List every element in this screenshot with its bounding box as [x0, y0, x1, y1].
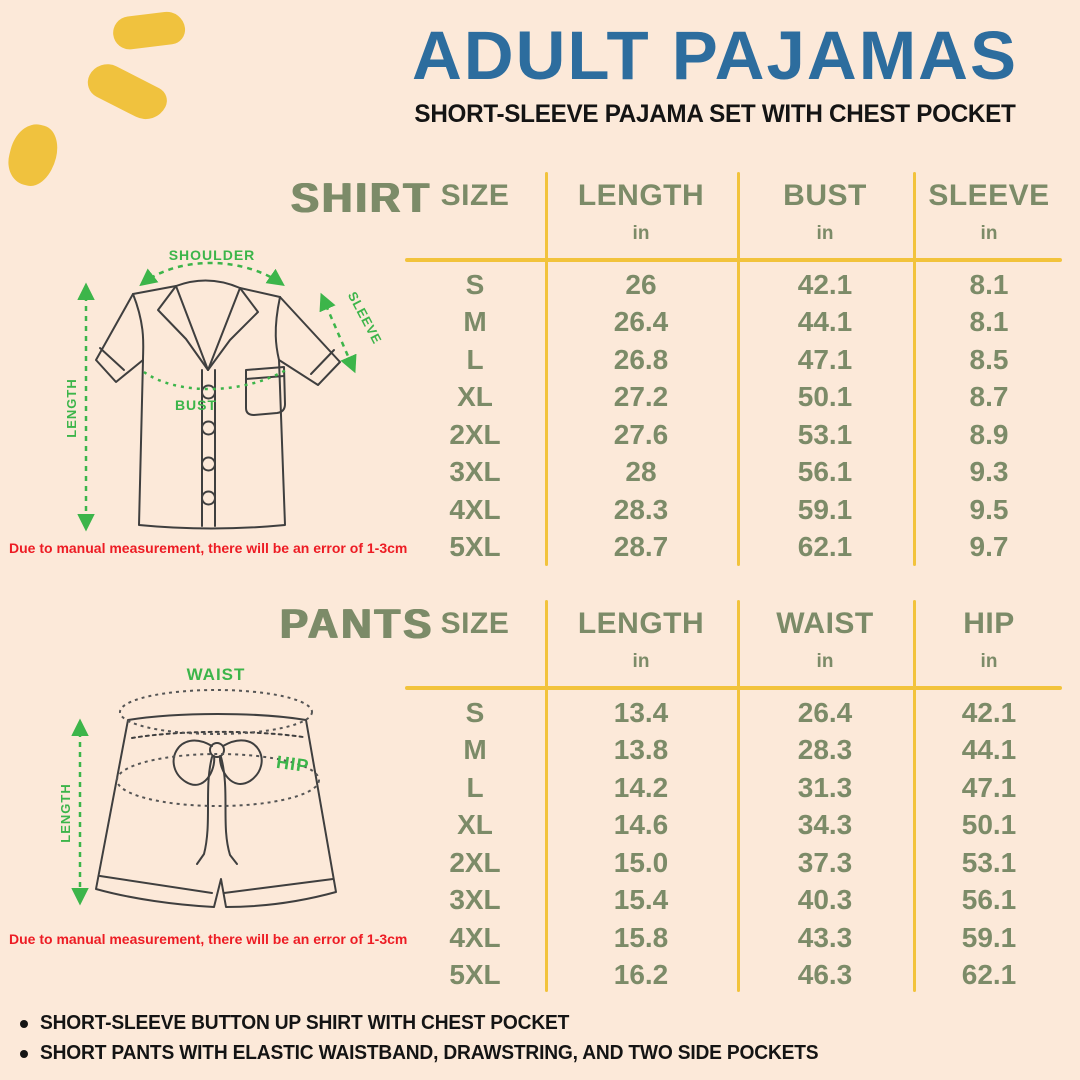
table-row [405, 341, 1065, 379]
table-cell-size: 4XL [449, 493, 501, 525]
table-cell-hip: 42.1 [961, 696, 1017, 728]
table-row [405, 529, 1065, 567]
column-header-waist: WAIST in [776, 607, 874, 672]
pants-table-body [405, 694, 1065, 994]
table-cell-length: 13.8 [613, 734, 669, 766]
list-item [20, 1042, 1060, 1065]
decorative-blob-icon [82, 57, 171, 126]
pants-size-table [405, 600, 1065, 992]
table-cell-size: 5XL [449, 959, 501, 991]
table-row [405, 694, 1065, 732]
bullet-icon [20, 1050, 28, 1058]
table-cell-waist: 40.3 [797, 884, 853, 916]
column-header-bust: BUST in [783, 179, 867, 244]
feature-text: SHORT PANTS WITH ELASTIC WAISTBAND, DRAWSTRING, AND TWO SIDE POCKETS [40, 1042, 819, 1064]
column-header-size: SIZE [440, 179, 510, 212]
table-cell-hip: 59.1 [961, 921, 1017, 953]
table-cell-sleeve: 8.9 [969, 418, 1009, 450]
pants-diagram [28, 658, 388, 928]
table-cell-hip: 50.1 [961, 809, 1017, 841]
table-cell-bust: 50.1 [797, 381, 853, 413]
pants-measurement-note: Due to manual measurement, there will be an error of 1-3cm [9, 931, 408, 947]
table-cell-hip: 53.1 [961, 846, 1017, 878]
shirt-outline [96, 280, 340, 528]
column-header-hip: HIP in [963, 607, 1015, 672]
page-subtitle: SHORT-SLEEVE PAJAMA SET WITH CHEST POCKET [414, 100, 1016, 129]
table-header-divider [405, 258, 1062, 262]
table-cell-sleeve: 8.1 [969, 306, 1009, 338]
table-cell-length: 26 [625, 268, 657, 300]
table-cell-sleeve: 9.3 [969, 456, 1009, 488]
table-row [405, 454, 1065, 492]
table-cell-length: 28.7 [613, 531, 669, 563]
column-header-size: SIZE [440, 607, 510, 640]
table-cell-bust: 44.1 [797, 306, 853, 338]
footer-feature-list [20, 1012, 1060, 1072]
table-cell-bust: 42.1 [797, 268, 853, 300]
feature-text: SHORT-SLEEVE BUTTON UP SHIRT WITH CHEST POCKET [40, 1012, 570, 1034]
waist-label: WAIST [186, 665, 246, 684]
table-cell-waist: 28.3 [797, 734, 853, 766]
table-cell-waist: 46.3 [797, 959, 853, 991]
table-cell-size: M [463, 306, 487, 338]
table-cell-hip: 56.1 [961, 884, 1017, 916]
table-cell-size: 4XL [449, 921, 501, 953]
table-cell-bust: 47.1 [797, 343, 853, 375]
table-header-divider [405, 686, 1062, 690]
shirt-size-table [405, 172, 1065, 566]
table-cell-size: 3XL [449, 456, 501, 488]
table-row [405, 957, 1065, 995]
table-cell-length: 13.4 [613, 696, 669, 728]
table-cell-hip: 47.1 [961, 771, 1017, 803]
table-cell-size: L [466, 343, 484, 375]
table-cell-sleeve: 9.5 [969, 493, 1009, 525]
table-row [405, 266, 1065, 304]
table-cell-size: XL [457, 809, 493, 841]
table-row [405, 919, 1065, 957]
table-row [405, 304, 1065, 342]
shorts-outline [96, 714, 336, 907]
table-cell-length: 14.2 [613, 771, 669, 803]
table-cell-length: 15.4 [613, 884, 669, 916]
table-cell-size: S [465, 268, 485, 300]
table-cell-hip: 62.1 [961, 959, 1017, 991]
shirt-table-body [405, 266, 1065, 566]
table-cell-waist: 34.3 [797, 809, 853, 841]
table-row [405, 379, 1065, 417]
list-item [20, 1012, 1060, 1035]
pants-table-header [405, 600, 1065, 686]
shoulder-label: SHOULDER [168, 247, 256, 263]
length-label: LENGTH [58, 783, 73, 843]
column-header-length: LENGTH in [577, 607, 705, 672]
table-cell-size: S [465, 696, 485, 728]
shirt-table-header [405, 172, 1065, 258]
table-cell-size: XL [457, 381, 493, 413]
table-cell-length: 28 [625, 456, 657, 488]
table-cell-bust: 59.1 [797, 493, 853, 525]
table-cell-sleeve: 8.7 [969, 381, 1009, 413]
decorative-blob-icon [3, 119, 63, 190]
table-cell-size: 3XL [449, 884, 501, 916]
table-cell-length: 27.6 [613, 418, 669, 450]
table-cell-waist: 31.3 [797, 771, 853, 803]
decorative-blob-icon [111, 10, 186, 52]
table-cell-size: L [466, 771, 484, 803]
length-label: LENGTH [64, 378, 79, 438]
shirt-measurement-annotations [64, 247, 385, 528]
table-cell-length: 26.8 [613, 343, 669, 375]
table-cell-length: 16.2 [613, 959, 669, 991]
table-cell-length: 28.3 [613, 493, 669, 525]
table-row [405, 491, 1065, 529]
table-cell-size: 2XL [449, 418, 501, 450]
table-cell-sleeve: 9.7 [969, 531, 1009, 563]
table-row [405, 416, 1065, 454]
bullet-icon [20, 1020, 28, 1028]
table-row [405, 732, 1065, 770]
table-row [405, 882, 1065, 920]
table-cell-length: 15.0 [613, 846, 669, 878]
table-row [405, 844, 1065, 882]
table-cell-length: 14.6 [613, 809, 669, 841]
bust-label: BUST [174, 397, 218, 413]
table-row [405, 807, 1065, 845]
table-cell-length: 27.2 [613, 381, 669, 413]
page-title: ADULT PAJAMAS [411, 17, 1019, 94]
table-cell-length: 15.8 [613, 921, 669, 953]
table-cell-bust: 56.1 [797, 456, 853, 488]
shirt-measurement-note: Due to manual measurement, there will be an error of 1-3cm [9, 540, 408, 556]
table-cell-sleeve: 8.5 [969, 343, 1009, 375]
table-cell-length: 26.4 [613, 306, 669, 338]
table-cell-size: 5XL [449, 531, 501, 563]
table-cell-sleeve: 8.1 [969, 268, 1009, 300]
shirt-section-label: SHIRT [291, 174, 432, 221]
header [352, 17, 1078, 129]
hip-label: HIP [275, 751, 311, 777]
table-cell-waist: 26.4 [797, 696, 853, 728]
sleeve-label: SLEEVE [344, 289, 386, 347]
table-cell-size: 2XL [449, 846, 501, 878]
table-cell-bust: 53.1 [797, 418, 853, 450]
table-cell-waist: 43.3 [797, 921, 853, 953]
table-cell-bust: 62.1 [797, 531, 853, 563]
table-cell-hip: 44.1 [961, 734, 1017, 766]
table-cell-size: M [463, 734, 487, 766]
column-header-length: LENGTH in [577, 179, 705, 244]
table-row [405, 769, 1065, 807]
pants-section-label: PANTS [280, 600, 435, 647]
table-cell-waist: 37.3 [797, 846, 853, 878]
column-header-sleeve: SLEEVE in [928, 179, 1050, 244]
shirt-diagram [28, 242, 388, 542]
